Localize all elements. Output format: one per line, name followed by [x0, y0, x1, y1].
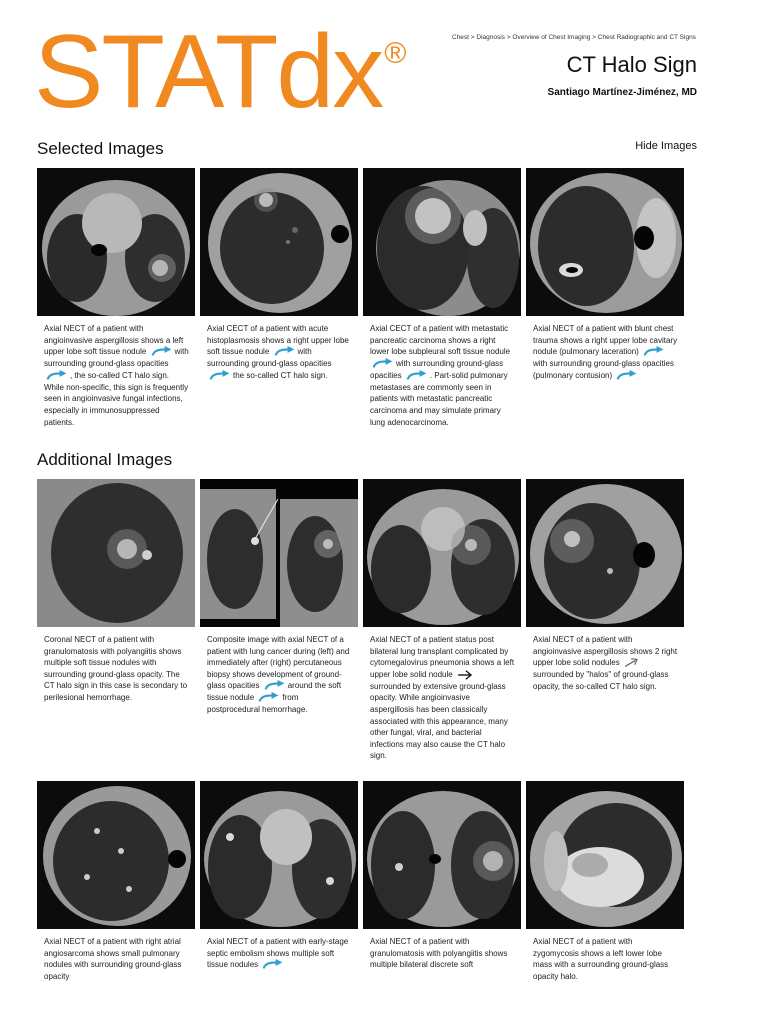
- statdx-logo[interactable]: STATdx®: [34, 14, 405, 130]
- additional-image-card-4[interactable]: [526, 479, 684, 692]
- caption-text: with surrounding ground-glass opacities: [207, 347, 332, 369]
- additional-image-card-5[interactable]: [37, 781, 195, 982]
- arrow-icon: [45, 370, 69, 382]
- ct-image-septic-embolism[interactable]: [200, 781, 358, 929]
- selected-image-card-1[interactable]: [37, 168, 195, 428]
- caption-text: . Part-solid pulmonary metastases are commonly seen in patients with metastatic pancreatic carcinoma and may simulate primary lung adenocarcinoma.: [370, 370, 508, 427]
- ct-image-pulmonary-laceration[interactable]: [526, 168, 684, 316]
- caption-text: the so-called CT halo sign.: [233, 370, 328, 380]
- arrow-icon: [257, 692, 281, 704]
- arrow-icon: [642, 346, 666, 358]
- ct-image-lung-transplant[interactable]: [363, 479, 521, 627]
- caption-text: with surrounding ground-glass opacities: [44, 347, 189, 369]
- caption-text: Axial NECT of a patient with angioinvasive aspergillosis shows 2 right upper lobe solid nodules: [533, 635, 678, 668]
- selected-image-card-2[interactable]: [200, 168, 358, 382]
- ct-image-coronal-gpa[interactable]: [37, 479, 195, 627]
- ct-image-aspergillosis-nodules[interactable]: [526, 479, 684, 627]
- caption-text: around the soft tissue nodule: [207, 681, 342, 703]
- ct-image-histoplasmosis[interactable]: [200, 168, 358, 316]
- arrow-icon: [456, 669, 474, 681]
- ct-image-aspergillosis[interactable]: [37, 168, 195, 316]
- caption-text: Axial NECT of a patient with angioinvasive aspergillosis shows a left upper lobe soft tissue nodule: [44, 324, 184, 357]
- ct-image-zygomycosis[interactable]: [526, 781, 684, 929]
- hide-images-link[interactable]: Hide Images: [635, 140, 697, 152]
- author: Santiago Martínez-Jiménez, MD: [547, 87, 697, 98]
- caption-text: Composite image with axial NECT of a patient with lung cancer during (left) and immediately after (right) percutaneous biopsy shows development of ground-glass opacities: [207, 635, 350, 691]
- additional-image-card-6[interactable]: [200, 781, 358, 971]
- additional-image-card-8[interactable]: [526, 781, 684, 982]
- ct-image-pancreatic-metastasis[interactable]: [363, 168, 521, 316]
- caption-text: Axial NECT of a patient with blunt chest trauma shows a right upper lobe cavitary nodule (pulmonary laceration): [533, 324, 678, 357]
- caption-text: Axial NECT of a patient status post bilateral lung transplant complicated by cytomegalovirus pneumonia shows a left upper lobe solid nodule: [370, 635, 515, 679]
- arrow-icon: [150, 346, 174, 358]
- selected-image-card-4[interactable]: [526, 168, 684, 382]
- caption-text: from postprocedural hemorrhage.: [207, 693, 308, 715]
- caption-text: Axial NECT of a patient with right atrial angiosarcoma shows small pulmonary nodules with surrounding ground-glass opacity: [44, 937, 182, 981]
- caption-text: Axial CECT of a patient with metastatic pancreatic carcinoma shows a right lower lobe subpleural soft tissue nodule: [370, 324, 511, 357]
- arrow-icon: [263, 680, 287, 692]
- page-title: CT Halo Sign: [566, 52, 697, 77]
- caption-text: with surrounding ground-glass opacities: [370, 358, 504, 380]
- breadcrumb[interactable]: Chest > Diagnosis > Overview of Chest Imaging > Chest Radiographic and CT Signs: [452, 34, 696, 41]
- additional-image-card-1[interactable]: [37, 479, 195, 704]
- caption-text: surrounded by "halos" of ground-glass opacity, the so-called CT halo sign.: [533, 670, 669, 691]
- arrow-icon: [261, 959, 285, 971]
- additional-image-card-3[interactable]: [363, 479, 521, 762]
- selected-image-card-3[interactable]: [363, 168, 521, 428]
- caption-text: , the so-called CT halo sign. While non-specific, this sign is frequently seen in angioinvasive fungal infections, especially in immunosuppressed patients.: [44, 370, 189, 427]
- ct-image-biopsy-composite[interactable]: [200, 479, 358, 627]
- caption-text: Axial NECT of a patient with early-stage septic embolism shows multiple soft tissue nodules: [207, 937, 349, 970]
- arrow-icon: [405, 370, 429, 382]
- caption-text: Axial CECT of a patient with acute histoplasmosis shows a right upper lobe soft tissue nodule: [207, 324, 349, 357]
- caption-text: surrounded by extensive ground-glass opacity. While angioinvasive aspergillosis has been classically associated with this appearance, many other fungal, viral, and bacterial infections may also cause the CT halo sign.: [370, 681, 508, 761]
- caption-text: Axial NECT of a patient with zygomycosis shows a left lower lobe mass with a surrounding ground-glass opacity halo.: [533, 937, 669, 981]
- arrow-icon: [623, 657, 641, 669]
- arrow-icon: [208, 370, 232, 382]
- additional-image-card-7[interactable]: [363, 781, 521, 971]
- additional-images-heading: Additional Images: [37, 450, 173, 469]
- ct-image-angiosarcoma[interactable]: [37, 781, 195, 929]
- arrow-icon: [615, 370, 639, 382]
- caption-text: Axial NECT of a patient with granulomatosis with polyangiitis shows multiple bilateral discrete soft: [370, 937, 508, 970]
- additional-image-card-2[interactable]: [200, 479, 358, 716]
- ct-image-gpa-bilateral[interactable]: [363, 781, 521, 929]
- caption-text: with surrounding ground-glass opacities (pulmonary contusion): [533, 359, 674, 380]
- caption-text: Coronal NECT of a patient with granulomatosis with polyangiitis shows multiple soft tissue nodules with surrounding ground-glass opacity. The CT halo sign in this case is secondary to perilesional hemorrhage.: [44, 635, 188, 702]
- selected-images-heading: Selected Images: [37, 139, 164, 158]
- arrow-icon: [371, 358, 395, 370]
- arrow-icon: [273, 346, 297, 358]
